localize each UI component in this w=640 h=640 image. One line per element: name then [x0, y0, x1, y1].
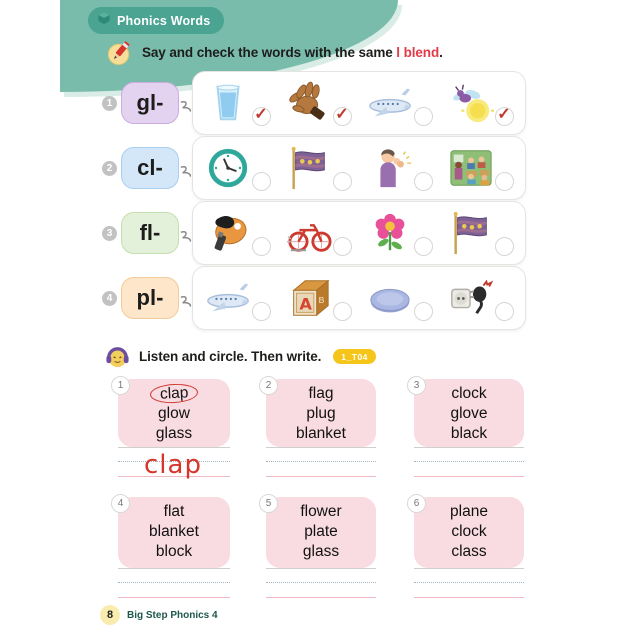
guide-line-mid [118, 582, 230, 583]
picture-cell [440, 76, 521, 130]
glass-icon [205, 80, 251, 126]
plate-icon [367, 275, 413, 321]
book-title: Big Step Phonics 4 [127, 609, 218, 621]
hexagon-icon [97, 11, 111, 30]
check-circle[interactable]: ✓ [252, 107, 271, 126]
picture-cell [440, 141, 521, 195]
writing-lines-2[interactable] [266, 447, 376, 483]
banner [88, 7, 224, 34]
writing-lines-3[interactable] [414, 447, 524, 483]
svg-text:A: A [298, 294, 312, 314]
guide-line-base [266, 476, 376, 477]
black-paint-icon [205, 210, 251, 256]
guide-line-top [266, 447, 376, 448]
activity2-instruction [104, 343, 376, 370]
word-option[interactable]: class [451, 543, 487, 560]
instruction-pre: Say and check the words with the same [142, 45, 397, 60]
check-circle[interactable]: ✓ [333, 107, 352, 126]
pencil-icon [106, 39, 133, 66]
glow-firefly-icon [448, 80, 494, 126]
plane-icon [367, 80, 413, 126]
word-option[interactable]: flag [308, 385, 334, 402]
guide-line-top [118, 447, 230, 448]
svg-text:B: B [318, 294, 324, 305]
guide-line-base [414, 597, 524, 598]
blend-row-fl [102, 203, 526, 263]
circled-word[interactable]: clap [149, 383, 198, 405]
check-circle[interactable] [252, 237, 271, 256]
blend-row-pl [102, 268, 526, 328]
check-circle[interactable] [414, 107, 433, 126]
flat-tire-bike-icon [286, 210, 332, 256]
glove-icon [286, 80, 332, 126]
writing-lines-1[interactable] [118, 447, 230, 483]
clock-icon [205, 145, 251, 191]
word-option[interactable]: clock [451, 385, 487, 402]
check-circle[interactable] [414, 302, 433, 321]
check-circle[interactable] [495, 172, 514, 191]
box-number: 5 [259, 494, 278, 513]
picture-strip [192, 201, 526, 265]
row-number: 1 [102, 96, 117, 111]
writing-lines-5[interactable] [266, 568, 376, 604]
check-circle[interactable] [252, 302, 271, 321]
check-circle[interactable] [333, 237, 352, 256]
check-circle[interactable] [495, 302, 514, 321]
guide-line-top [414, 447, 524, 448]
picture-cell [197, 141, 278, 195]
word-option[interactable]: glass [155, 425, 193, 442]
check-circle[interactable] [414, 237, 433, 256]
guide-line-mid [266, 461, 376, 462]
check-circle[interactable] [495, 237, 514, 256]
word-box-5 [266, 497, 376, 568]
word-option[interactable]: plug [306, 405, 336, 422]
guide-line-mid [414, 582, 524, 583]
picture-cell [278, 141, 359, 195]
clap-icon [367, 145, 413, 191]
banner-title: Phonics Words [117, 13, 211, 28]
handwritten-answer: clap [144, 450, 202, 480]
picture-cell [359, 141, 440, 195]
picture-strip [192, 136, 526, 200]
box-number: 2 [259, 376, 278, 395]
picture-cell [359, 206, 440, 260]
page-footer [100, 605, 218, 625]
word-box-6 [414, 497, 524, 568]
word-option[interactable]: plane [450, 503, 488, 520]
word-option[interactable]: clock [451, 523, 487, 540]
row-number: 2 [102, 161, 117, 176]
blend-label-fl: fl- [121, 212, 179, 254]
activity1-instruction [106, 39, 443, 66]
check-circle[interactable] [333, 172, 352, 191]
picture-strip [192, 71, 526, 135]
activity1-instruction-text [142, 45, 443, 60]
check-circle[interactable] [333, 302, 352, 321]
picture-cell [278, 76, 359, 130]
picture-cell [278, 206, 359, 260]
guide-line-base [266, 597, 376, 598]
block-icon [286, 275, 332, 321]
word-option[interactable]: black [450, 425, 488, 442]
picture-cell [359, 76, 440, 130]
word-option [118, 384, 230, 404]
class-icon [448, 145, 494, 191]
plane-icon [205, 275, 251, 321]
picture-cell [278, 271, 359, 325]
word-option[interactable]: blanket [296, 425, 346, 442]
word-box-1 [118, 379, 230, 447]
guide-line-top [118, 568, 230, 569]
word-option[interactable]: glass [302, 543, 340, 560]
blend-label-gl: gl- [121, 82, 179, 124]
guide-line-base [118, 597, 230, 598]
instruction-highlight: l blend [396, 45, 440, 60]
picture-strip [192, 266, 526, 330]
label-tail-squiggle [179, 291, 192, 316]
check-circle[interactable] [252, 172, 271, 191]
word-box-3 [414, 379, 524, 447]
label-tail-squiggle [179, 226, 192, 251]
flag-icon [448, 210, 494, 256]
box-number: 1 [111, 376, 130, 395]
blend-label-cl: cl- [121, 147, 179, 189]
picture-cell [440, 206, 521, 260]
instruction-post: . [439, 45, 443, 60]
picture-cell [359, 271, 440, 325]
picture-cell [197, 271, 278, 325]
guide-line-top [414, 568, 524, 569]
flower-icon [367, 210, 413, 256]
word-option[interactable]: glow [158, 405, 190, 422]
flag-icon [286, 145, 332, 191]
label-tail-squiggle [179, 96, 192, 121]
guide-line-mid [266, 582, 376, 583]
word-option[interactable]: block [155, 543, 193, 560]
label-tail-squiggle [179, 161, 192, 186]
word-box-4 [118, 497, 230, 568]
word-option[interactable]: glove [450, 405, 488, 422]
guide-line-mid [414, 461, 524, 462]
box-number: 3 [407, 376, 426, 395]
blend-row-cl [102, 138, 526, 198]
word-option[interactable]: flat [163, 503, 185, 520]
blend-label-pl: pl- [121, 277, 179, 319]
picture-cell [440, 271, 521, 325]
box-number: 4 [111, 494, 130, 513]
picture-cell [197, 206, 278, 260]
guide-line-top [266, 568, 376, 569]
audio-track-tag[interactable]: 1_T04 [333, 349, 376, 364]
activity2-instruction-text: Listen and circle. Then write. [139, 349, 322, 364]
plug-icon [448, 275, 494, 321]
word-option[interactable]: plate [304, 523, 338, 540]
word-box-2 [266, 379, 376, 447]
check-circle[interactable] [414, 172, 433, 191]
row-number: 4 [102, 291, 117, 306]
picture-cell [197, 76, 278, 130]
writing-lines-4[interactable] [118, 568, 230, 604]
box-number: 6 [407, 494, 426, 513]
row-number: 3 [102, 226, 117, 241]
check-circle[interactable]: ✓ [495, 107, 514, 126]
headphones-icon [104, 343, 131, 370]
page-number: 8 [100, 605, 120, 625]
writing-lines-6[interactable] [414, 568, 524, 604]
word-option[interactable]: flower [300, 503, 342, 520]
guide-line-base [414, 476, 524, 477]
word-option[interactable]: blanket [149, 523, 199, 540]
blend-row-gl [102, 73, 526, 133]
